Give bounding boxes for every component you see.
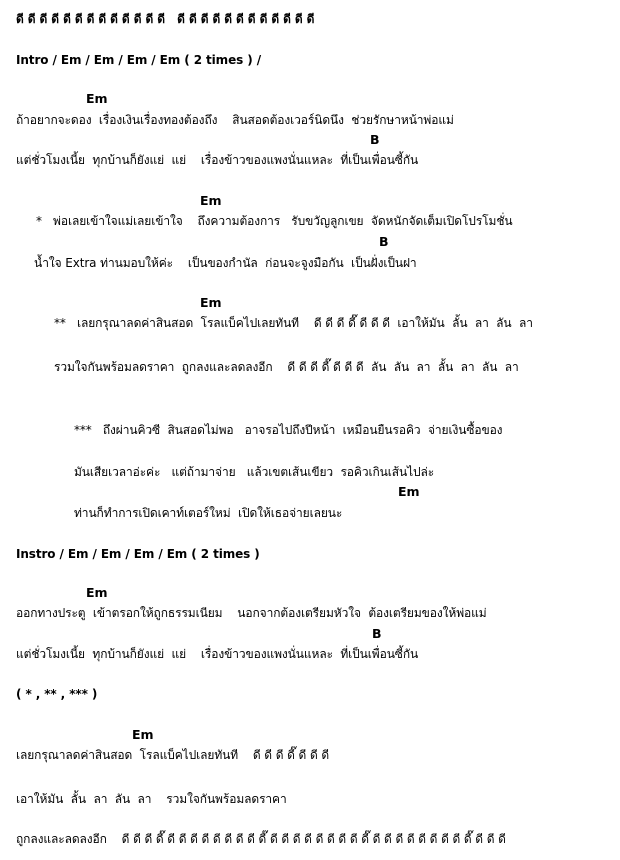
chord-em-2: Em	[200, 193, 222, 208]
chord-em-3: Em	[200, 295, 222, 310]
outro-line3: ถูกลงและลดลงอีก ดี ดี ดี ดี๊ ดี ดี ดี ดี ดี ดี ดี ดี ดี๊ ดี ดี ดี ดี ดี ดี ดี ดี ดี๊ ดี ดี ดี ดี ดี ดี ดี ดี ดี๊ ดี ดี ดี	[16, 832, 506, 846]
intro-line: Intro / Em / Em / Em / Em ( 2 times ) /	[16, 53, 261, 67]
section-star1-line2: น้ำใจ Extra ท่านมอบให้ค่ะ เป็นของกำนัล ก่อนจะจูงมือกัน เป็นฝั่งเป็นฝา	[34, 256, 417, 270]
chord-b-2: B	[379, 234, 389, 249]
section-star2-line1: ** เลยกรุณาลดค่าสินสอด โรลแบ็คไปเลยทันที ดี ดี ดี ดี๊ ดี ดี ดี เอาให้มัน ลั้น ลา ลัน ลา	[54, 316, 533, 330]
section-star3-line3: ท่านก็ทำการเปิดเคาท์เตอร์ใหม่ เปิดให้เธอจ่ายเลยนะ	[74, 506, 343, 520]
outro-line2: เอาให้มัน ลั้น ลา ลัน ลา รวมใจกันพร้อมลดราคา	[16, 792, 287, 806]
section-star1-line1: * พ่อเลยเข้าใจแม่เลยเข้าใจ ถึงความต้องการ รับขวัญลูกเขย จัดหนักจัดเต็มเปิดโปรโมชั่น	[36, 214, 513, 228]
chord-em-6: Em	[132, 727, 154, 742]
verse1-line1: ถ้าอยากจะดอง เรื่องเงินเรื่องทองต้องถึง สินสอดต้องเวอร์นิดนึง ช่วยรักษาหน้าพ่อแม่	[16, 113, 454, 127]
outro-line1: เลยกรุณาลดค่าสินสอด โรลแบ็คไปเลยทันที ดี ดี ดี ดี๊ ดี ดี ดี	[16, 748, 330, 762]
opening-di-line: ดี ดี ดี ดี ดี ดี ดี ดี ดี ดี ดี ดี ดี ดี ดี ดี ดี ดี ดี ดี ดี ดี ดี ดี ดี	[16, 12, 315, 26]
verse2-line2: แต่ชั่วโมงเนี้ย ทุกบ้านก็ยังแย่ แย่ เรื่องข้าวของแพงนั่นแหละ ที่เป็นเพื่อนซี้กัน	[16, 647, 419, 661]
chord-b-3: B	[372, 626, 382, 641]
chord-em-4: Em	[398, 484, 420, 499]
instro-line: Instro / Em / Em / Em / Em ( 2 times )	[16, 547, 260, 561]
section-star2-line2: รวมใจกันพร้อมลดราคา ถูกลงและลดลงอีก ดี ดี ดี ดี๊ ดี ดี ดี ลัน ลัน ลา ลั้น ลา ลัน ลา	[54, 360, 519, 374]
chord-em-1: Em	[86, 91, 108, 106]
section-star3-line2: มันเสียเวลาอ่ะค่ะ แต่ถ้ามาจ่าย แล้วเขตเส้นเขียว รอคิวเกินเส้นไปล่ะ	[74, 465, 435, 479]
chord-b-1: B	[370, 132, 380, 147]
verse2-line1: ออกทางประตู เข้าตรอกให้ถูกธรรมเนียม นอกจากต้องเตรียมหัวใจ ต้องเตรียมของให้พ่อแม่	[16, 606, 487, 620]
verse1-line2: แต่ชั่วโมงเนี้ย ทุกบ้านก็ยังแย่ แย่ เรื่องข้าวของแพงนั่นแหละ ที่เป็นเพื่อนซี้กัน	[16, 153, 419, 167]
repeat-marker: ( * , ** , *** )	[16, 687, 98, 701]
chord-em-5: Em	[86, 585, 108, 600]
section-star3-line1: *** ถึงผ่านคิวซี สินสอดไม่พอ อาจรอไปถึงปีหน้า เหมือนยืนรอคิว จ่ายเงินซื้อของ	[74, 423, 503, 437]
